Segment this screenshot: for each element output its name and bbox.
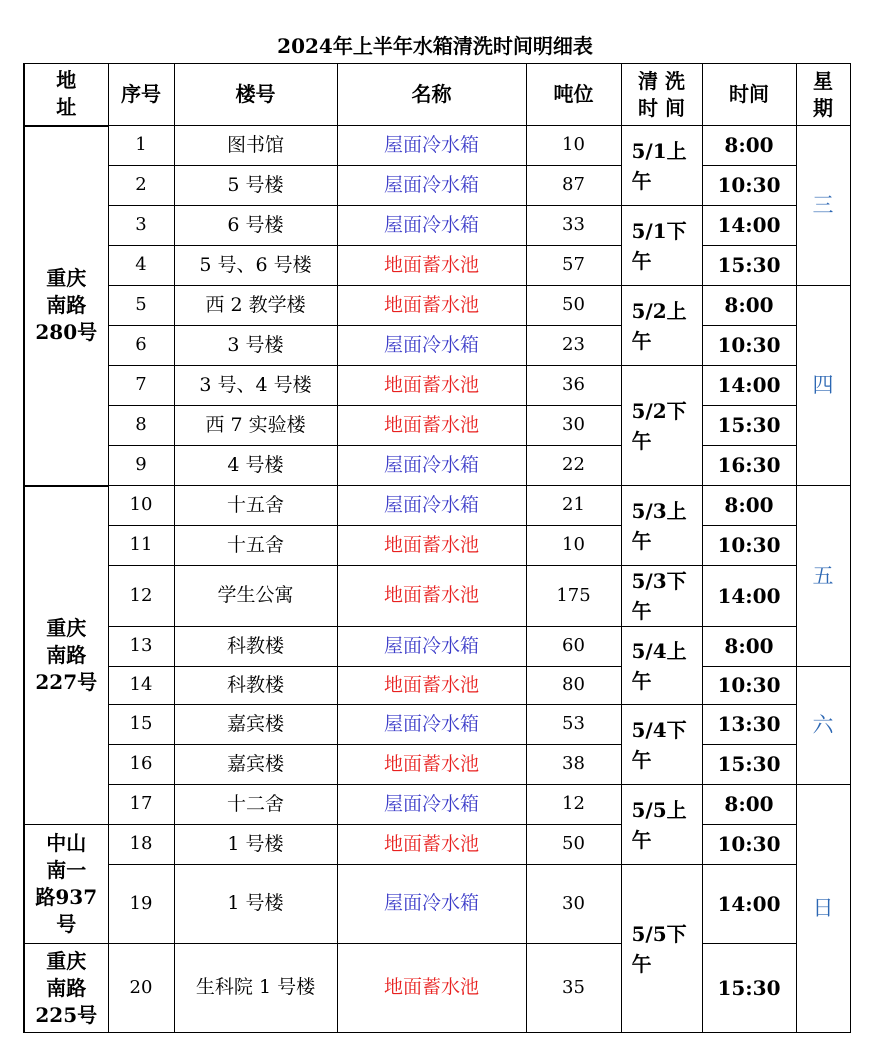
building-cell: 4 号楼 — [174, 446, 337, 486]
table-row — [24, 246, 850, 286]
table-row — [24, 406, 850, 446]
tank-name-cell: 地面蓄水池 — [337, 286, 526, 326]
index-cell: 2 — [108, 166, 174, 206]
tank-name-cell: 地面蓄水池 — [337, 246, 526, 286]
time-cell: 10:30 — [702, 326, 796, 366]
tonnage-cell: 30 — [526, 865, 621, 944]
building-cell: 西 2 教学楼 — [174, 286, 337, 326]
table-row — [24, 206, 850, 246]
page-title: 2024年上半年水箱清洗时间明细表 — [277, 34, 593, 58]
time-cell: 10:30 — [702, 526, 796, 566]
table-row — [24, 785, 850, 825]
index-cell: 4 — [108, 246, 174, 286]
tonnage-cell: 10 — [526, 126, 621, 166]
building-cell: 十二舍 — [174, 785, 337, 825]
building-cell: 西 7 实验楼 — [174, 406, 337, 446]
schedule-table — [23, 63, 851, 1033]
building-cell: 科教楼 — [174, 627, 337, 667]
date-cell: 5/1下 午 — [621, 206, 702, 286]
address-cell: 重庆 南路 227号 — [24, 486, 108, 825]
date-cell: 5/1上 午 — [621, 126, 702, 206]
date-cell: 5/3上 午 — [621, 486, 702, 566]
tank-name-cell: 屋面冷水箱 — [337, 785, 526, 825]
building-cell: 3 号、4 号楼 — [174, 366, 337, 406]
building-cell: 图书馆 — [174, 126, 337, 166]
building-cell: 十五舍 — [174, 486, 337, 526]
table-row — [24, 865, 850, 944]
tank-name-cell: 屋面冷水箱 — [337, 705, 526, 745]
table-row — [24, 667, 850, 705]
time-cell: 14:00 — [702, 206, 796, 246]
tank-name-cell: 屋面冷水箱 — [337, 126, 526, 166]
time-cell: 10:30 — [702, 667, 796, 705]
tonnage-cell: 35 — [526, 944, 621, 1033]
time-cell: 15:30 — [702, 745, 796, 785]
tonnage-cell: 12 — [526, 785, 621, 825]
tank-name-cell: 屋面冷水箱 — [337, 446, 526, 486]
index-cell: 19 — [108, 865, 174, 944]
tank-name-cell: 地面蓄水池 — [337, 526, 526, 566]
building-cell: 科教楼 — [174, 667, 337, 705]
building-cell: 5 号、6 号楼 — [174, 246, 337, 286]
weekday-cell: 六 — [796, 667, 850, 785]
tonnage-cell: 10 — [526, 526, 621, 566]
date-cell: 5/2下 午 — [621, 366, 702, 486]
table-row — [24, 166, 850, 206]
index-cell: 3 — [108, 206, 174, 246]
table-row — [24, 745, 850, 785]
index-cell: 8 — [108, 406, 174, 446]
index-cell: 5 — [108, 286, 174, 326]
building-cell: 6 号楼 — [174, 206, 337, 246]
header-address: 地 址 — [24, 64, 108, 126]
index-cell: 18 — [108, 825, 174, 865]
index-cell: 9 — [108, 446, 174, 486]
building-cell: 5 号楼 — [174, 166, 337, 206]
header-building: 楼号 — [174, 64, 337, 126]
table-row — [24, 705, 850, 745]
time-cell: 13:30 — [702, 705, 796, 745]
table-row — [24, 366, 850, 406]
table-row — [24, 566, 850, 627]
time-cell: 14:00 — [702, 366, 796, 406]
time-cell: 15:30 — [702, 246, 796, 286]
tonnage-cell: 33 — [526, 206, 621, 246]
index-cell: 12 — [108, 566, 174, 627]
tank-name-cell: 屋面冷水箱 — [337, 326, 526, 366]
time-cell: 16:30 — [702, 446, 796, 486]
table-row — [24, 944, 850, 1033]
building-cell: 嘉宾楼 — [174, 705, 337, 745]
building-cell: 十五舍 — [174, 526, 337, 566]
table-row — [24, 126, 850, 166]
index-cell: 16 — [108, 745, 174, 785]
time-cell: 15:30 — [702, 406, 796, 446]
index-cell: 1 — [108, 126, 174, 166]
header-name: 名称 — [337, 64, 526, 126]
time-cell: 10:30 — [702, 825, 796, 865]
tonnage-cell: 50 — [526, 286, 621, 326]
tank-name-cell: 屋面冷水箱 — [337, 627, 526, 667]
time-cell: 8:00 — [702, 627, 796, 667]
index-cell: 14 — [108, 667, 174, 705]
time-cell: 8:00 — [702, 486, 796, 526]
tank-name-cell: 屋面冷水箱 — [337, 486, 526, 526]
tank-name-cell: 屋面冷水箱 — [337, 865, 526, 944]
tonnage-cell: 23 — [526, 326, 621, 366]
header-tonnage: 吨位 — [526, 64, 621, 126]
index-cell: 11 — [108, 526, 174, 566]
tank-name-cell: 地面蓄水池 — [337, 406, 526, 446]
tonnage-cell: 175 — [526, 566, 621, 627]
index-cell: 20 — [108, 944, 174, 1033]
tank-name-cell: 屋面冷水箱 — [337, 206, 526, 246]
index-cell: 15 — [108, 705, 174, 745]
date-cell: 5/4下 午 — [621, 705, 702, 785]
weekday-cell: 四 — [796, 286, 850, 486]
tonnage-cell: 30 — [526, 406, 621, 446]
tank-name-cell: 屋面冷水箱 — [337, 166, 526, 206]
time-cell: 8:00 — [702, 286, 796, 326]
header-wash-time: 清 洗 时 间 — [621, 64, 702, 126]
tank-name-cell: 地面蓄水池 — [337, 566, 526, 627]
tonnage-cell: 87 — [526, 166, 621, 206]
tank-name-cell: 地面蓄水池 — [337, 825, 526, 865]
time-cell: 14:00 — [702, 566, 796, 627]
building-cell: 1 号楼 — [174, 825, 337, 865]
header-index: 序号 — [108, 64, 174, 126]
weekday-cell: 五 — [796, 486, 850, 667]
table-row — [24, 627, 850, 667]
time-cell: 15:30 — [702, 944, 796, 1033]
building-cell: 1 号楼 — [174, 865, 337, 944]
tank-name-cell: 地面蓄水池 — [337, 667, 526, 705]
header-row — [24, 64, 850, 126]
table-row — [24, 486, 850, 526]
building-cell: 学生公寓 — [174, 566, 337, 627]
index-cell: 10 — [108, 486, 174, 526]
date-cell: 5/5上 午 — [621, 785, 702, 865]
index-cell: 7 — [108, 366, 174, 406]
tonnage-cell: 38 — [526, 745, 621, 785]
tonnage-cell: 60 — [526, 627, 621, 667]
tonnage-cell: 57 — [526, 246, 621, 286]
building-cell: 生科院 1 号楼 — [174, 944, 337, 1033]
time-cell: 8:00 — [702, 785, 796, 825]
weekday-cell: 日 — [796, 785, 850, 1033]
tonnage-cell: 36 — [526, 366, 621, 406]
weekday-cell: 三 — [796, 126, 850, 286]
tank-name-cell: 地面蓄水池 — [337, 366, 526, 406]
date-cell: 5/3下 午 — [621, 566, 702, 627]
tonnage-cell: 80 — [526, 667, 621, 705]
tonnage-cell: 50 — [526, 825, 621, 865]
table-row — [24, 446, 850, 486]
address-cell: 中山 南一 路937 号 — [24, 825, 108, 944]
table-row — [24, 825, 850, 865]
table-row — [24, 286, 850, 326]
tonnage-cell: 22 — [526, 446, 621, 486]
time-cell: 10:30 — [702, 166, 796, 206]
header-time: 时间 — [702, 64, 796, 126]
index-cell: 13 — [108, 627, 174, 667]
date-cell: 5/5下 午 — [621, 865, 702, 1033]
building-cell: 3 号楼 — [174, 326, 337, 366]
tank-name-cell: 地面蓄水池 — [337, 745, 526, 785]
address-cell: 重庆 南路 225号 — [24, 944, 108, 1033]
table-row — [24, 526, 850, 566]
tonnage-cell: 21 — [526, 486, 621, 526]
time-cell: 8:00 — [702, 126, 796, 166]
tank-name-cell: 地面蓄水池 — [337, 944, 526, 1033]
time-cell: 14:00 — [702, 865, 796, 944]
table-row — [24, 326, 850, 366]
tonnage-cell: 53 — [526, 705, 621, 745]
building-cell: 嘉宾楼 — [174, 745, 337, 785]
header-weekday: 星 期 — [796, 64, 850, 126]
index-cell: 17 — [108, 785, 174, 825]
date-cell: 5/4上 午 — [621, 627, 702, 705]
index-cell: 6 — [108, 326, 174, 366]
date-cell: 5/2上 午 — [621, 286, 702, 366]
address-cell: 重庆 南路 280号 — [24, 126, 108, 486]
